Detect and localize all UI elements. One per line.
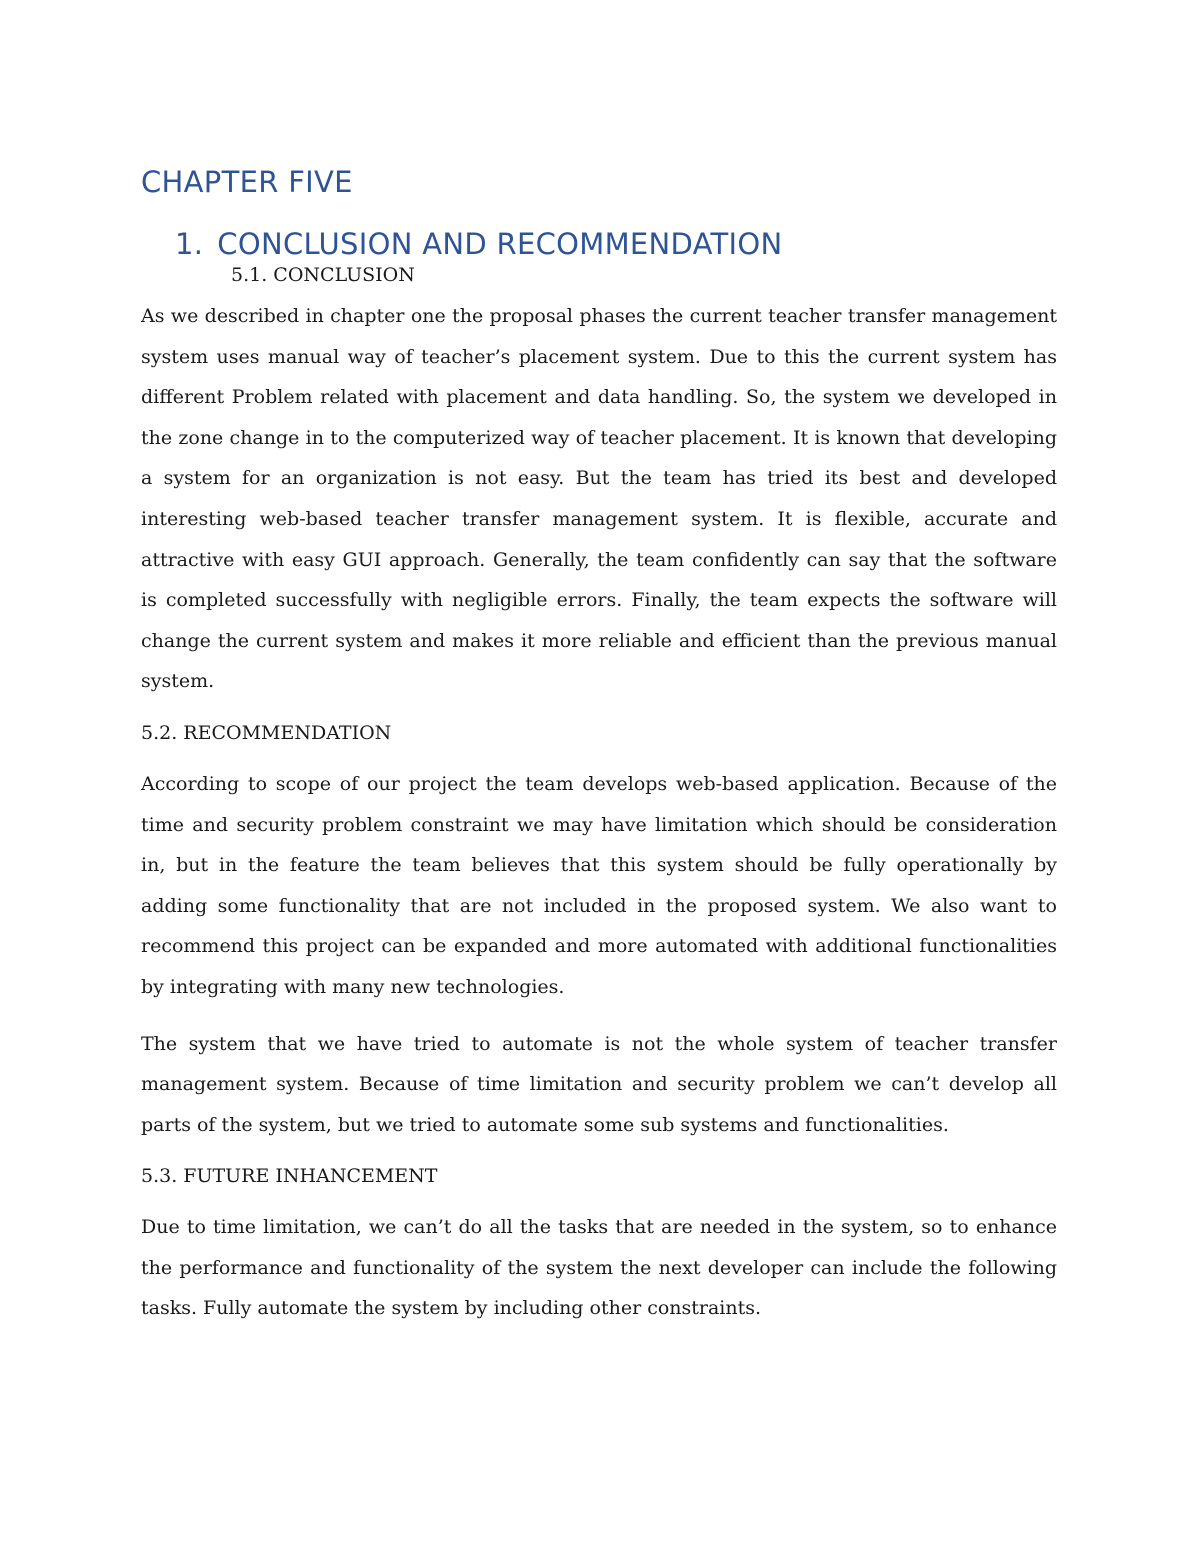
subheading-conclusion: 5.1. CONCLUSION [231, 264, 415, 286]
paragraph-recommendation-2: The system that we have tried to automate is not the whole system of teacher transfer management system. Because of time limitation and security problem we can’t develop all parts of the system, but we tried to automate some sub systems and functionalities. [141, 1032, 1057, 1136]
document-body [141, 160, 1057, 1329]
chapter-title: CHAPTER FIVE [141, 165, 353, 199]
heading-text: CONCLUSION AND RECOMMENDATION [217, 227, 783, 261]
heading-number: 1. [175, 227, 204, 261]
paragraph-recommendation-1: According to scope of our project the team develops web-based application. Because of the time and security problem constraint we may have limitation which should be consideration in, but in the feature the team believes that this system should be fully operationally by adding some functionality that are not included in the proposed system. We also want to recommend this project can be expanded and more automated with additional functionalities by integrating with many new technologies. [141, 772, 1057, 998]
subheading-recommendation: 5.2. RECOMMENDATION [141, 721, 392, 744]
subheading-future-enhancement: 5.3. FUTURE INHANCEMENT [141, 1165, 438, 1188]
paragraph-conclusion: As we described in chapter one the proposal phases the current teacher transfer management system uses manual way of teacher’s placement system. Due to this the current system has different Problem related with placement and data handling. So, the system we developed in the zone change in to the computerized way of teacher placement. It is known that developing a system for an organization is not easy. But the team has tried its best and developed interesting web-based teacher transfer management system. It is flexible, accurate and attractive with easy GUI approach. Generally, the team confidently can say that the software is completed successfully with negligible errors. Finally, the team expects the software will change the current system and makes it more reliable and efficient than the previous manual system. [141, 305, 1057, 693]
paragraph-future-enhancement: Due to time limitation, we can’t do all the tasks that are needed in the system, so to enhance the performance and functionality of the system the next developer can include the following tasks. Fully automate the system by including other constraints. [141, 1216, 1057, 1320]
